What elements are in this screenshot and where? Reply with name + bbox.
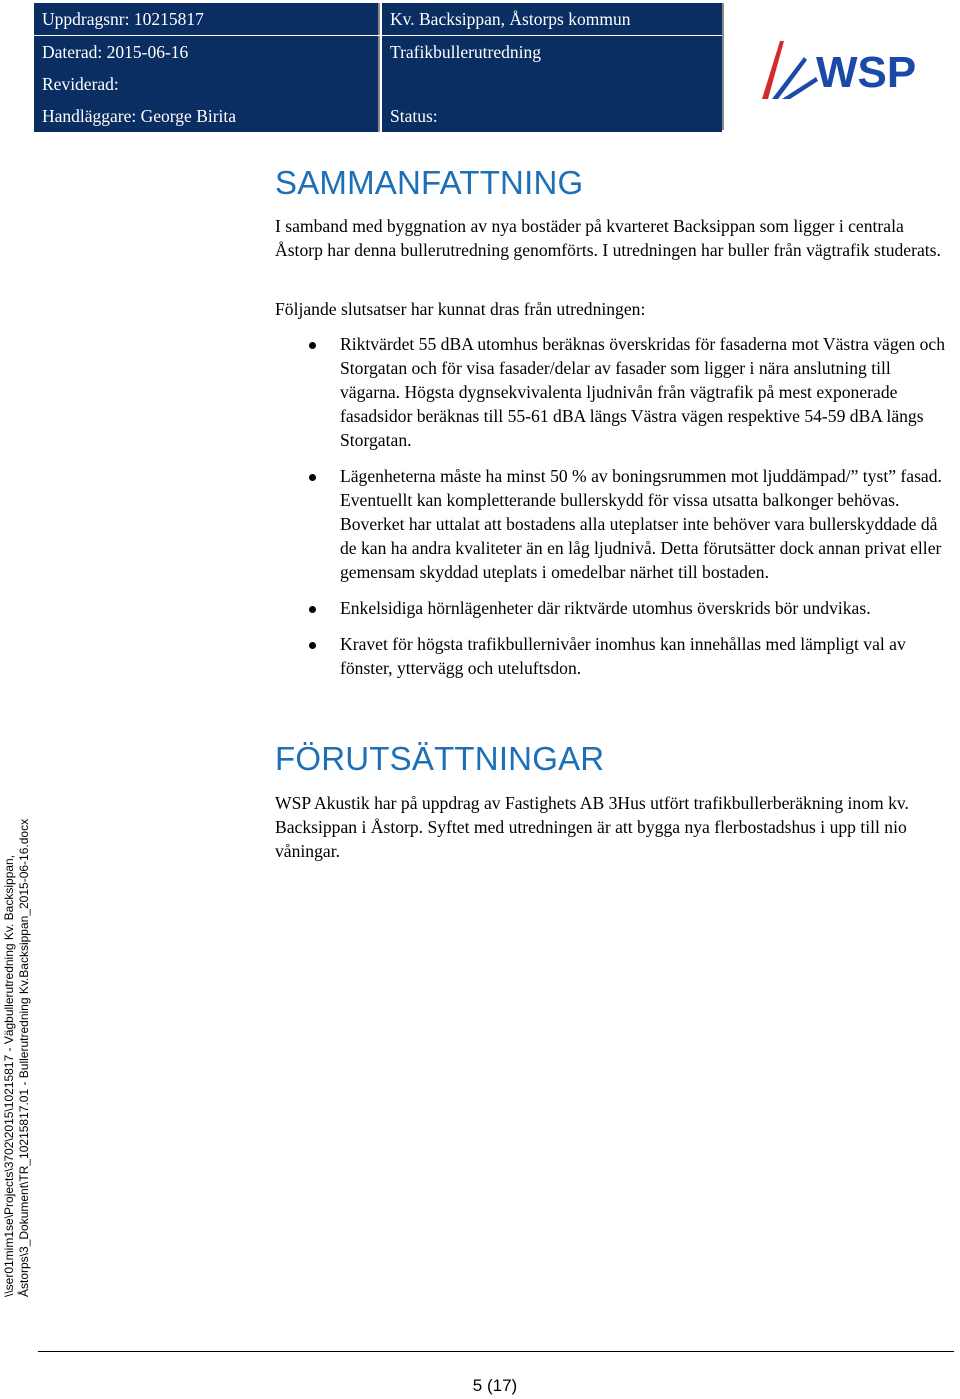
document-header — [34, 3, 960, 130]
file-path-line-1: \\ser01mim1se\Projects\3702\2015\10215817 - Vägbullerutredning Kv. Backsippan, — [2, 854, 16, 1297]
wsp-logo-text: WSP — [816, 48, 917, 97]
bullet-icon — [309, 474, 316, 481]
revised-field: Reviderad: — [34, 68, 380, 100]
page-number: 5 (17) — [472, 1376, 518, 1395]
summary-heading: SAMMANFATTNING — [275, 164, 584, 201]
prerequisites-text: WSP Akustik har på uppdrag av Fastighets AB 3Hus utfört trafikbullerberäkning inom kv. Backsippan i Åstorp. Syftet med utredningen är att bygga nya flerbostadshus i upp till nio våningar. — [275, 793, 909, 861]
wsp-logo — [760, 41, 950, 101]
file-path-line-2: Åstorps\3_Dokument\TR_10215817.01 - Bullerutredning Kv.Backsippan_2015-06-16.docx — [17, 818, 31, 1297]
wsp-logo-graphic — [760, 41, 950, 101]
conclusions-list — [275, 332, 955, 692]
date-field: Daterad: 2015-06-16 — [34, 36, 380, 68]
bullet-icon — [309, 342, 316, 349]
bullet-icon — [309, 606, 316, 613]
footer-divider — [38, 1351, 954, 1352]
project-name: Kv. Backsippan, Åstorps kommun — [382, 3, 722, 35]
file-path-label — [2, 819, 32, 1297]
report-type: Trafikbullerutredning — [382, 36, 722, 68]
bullet-icon — [309, 642, 316, 649]
list-item — [275, 464, 955, 584]
summary-intro: I samband med byggnation av nya bostäder på kvarteret Backsippan som ligger i centrala Åstorp har denna bullerutredning genomförts. I utredningen har buller från vägtrafik studerats. — [275, 216, 941, 260]
header-empty-cell — [382, 68, 722, 100]
assignment-number: Uppdragsnr: 10215817 — [34, 3, 380, 35]
list-item — [275, 632, 955, 680]
header-logo-column — [722, 3, 960, 130]
prerequisites-heading: FÖRUTSÄTTNINGAR — [275, 740, 605, 777]
list-item — [275, 596, 955, 620]
header-middle-column — [382, 3, 756, 130]
list-item-text: Lägenheterna måste ha minst 50 % av boningsrummen mot ljuddämpad/” tyst” fasad. Eventuellt kan kompletterande bullerskydd för vissa utsatta balkonger behövas. Boverket har uttalat att bostadens alla uteplatser inte behöver vara bullerskyddade då de kan ha andra kvaliteter än en låg ljudnivå. Detta förutsätter dock annan privat eller gemensam skyddad uteplats i omedelbar närhet till bostaden. — [340, 466, 942, 582]
status-field: Status: — [382, 100, 722, 132]
list-item-text: Riktvärdet 55 dBA utomhus beräknas överskridas för fasaderna mot Västra vägen och Storgatan och för visa fasader/delar av fasader som ligger i nära anslutning till vägarna. Högsta dygnsekvivalenta ljudnivån från vägtrafik på mest exponerade fasadsidor beräknas till 55-61 dBA längs Västra vägen respektive 54-59 dBA längs Storgatan. — [340, 334, 946, 450]
summary-lead: Följande slutsatser har kunnat dras från utredningen: — [275, 299, 646, 319]
list-item-text: Kravet för högsta trafikbullernivåer inomhus kan innehållas med lämpligt val av fönster, yttervägg och uteluftsdon. — [340, 634, 906, 678]
case-officer-field: Handläggare: George Birita — [34, 100, 380, 132]
list-item-text: Enkelsidiga hörnlägenheter där riktvärde utomhus överskrids bör undvikas. — [340, 598, 871, 618]
list-item — [275, 332, 955, 452]
header-left-column — [34, 3, 380, 130]
